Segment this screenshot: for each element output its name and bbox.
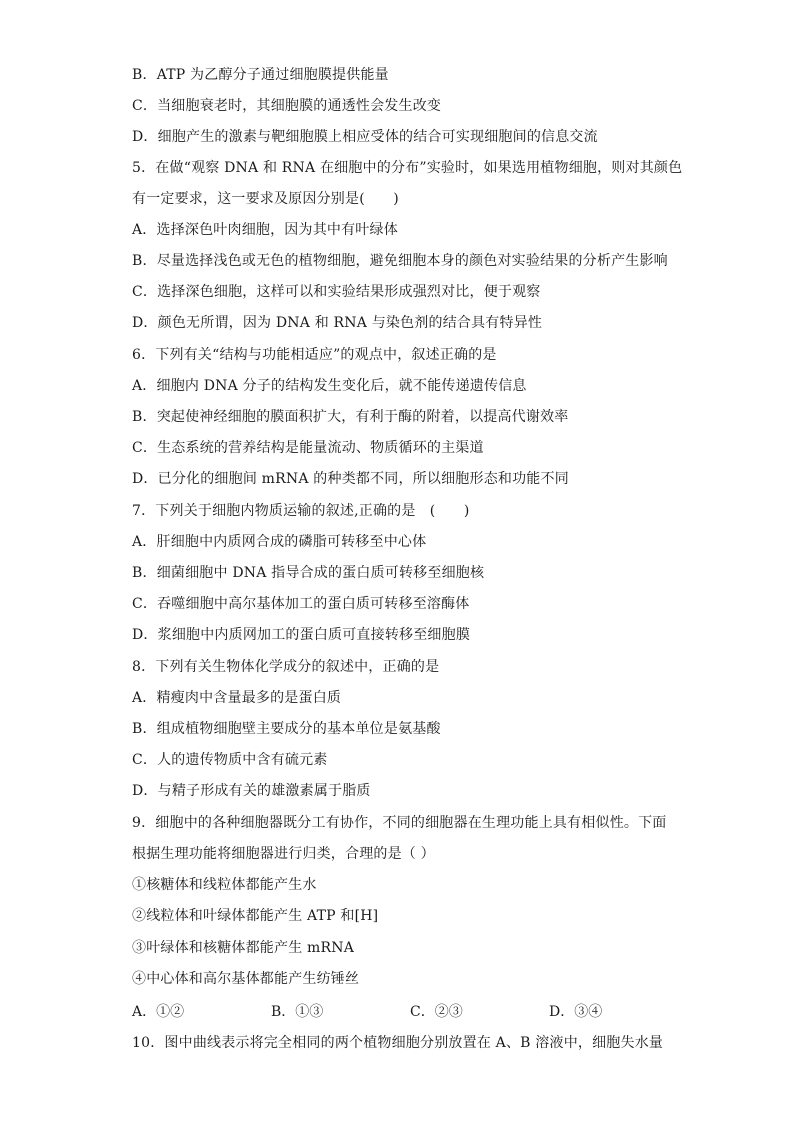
q10-stem-line1: 10．图中曲线表示将完全相同的两个植物细胞分别放置在 A、B 溶液中，细胞失水量 xyxy=(132,1035,664,1051)
q9-statement-1: ①核糖体和线粒体都能产生水 xyxy=(132,877,317,893)
q9-statement-2: ②线粒体和叶绿体都能产生 ATP 和[H] xyxy=(132,908,379,924)
q8-option-c: C．人的遗传物质中含有硫元素 xyxy=(132,752,328,768)
q9-options-row xyxy=(132,1003,652,1021)
q7-option-b: B．细菌细胞中 DNA 指导合成的蛋白质可转移至细胞核 xyxy=(132,565,485,581)
q4-option-c: C．当细胞衰老时，其细胞膜的通透性会发生改变 xyxy=(132,98,442,114)
q6-stem: 6．下列有关“结构与功能相适应”的观点中，叙述正确的是 xyxy=(132,347,497,363)
q8-stem: 8．下列有关生物体化学成分的叙述中，正确的是 xyxy=(132,659,440,675)
q5-option-a: A．选择深色叶肉细胞，因为其中有叶绿体 xyxy=(132,222,398,238)
q7-option-a: A．肝细胞中内质网合成的磷脂可转移至中心体 xyxy=(132,534,427,550)
q8-option-a: A．精瘦肉中含量最多的是蛋白质 xyxy=(132,690,342,706)
q8-option-d: D．与精子形成有关的雄激素属于脂质 xyxy=(132,783,371,799)
q7-option-d: D．浆细胞中内质网加工的蛋白质可直接转移至细胞膜 xyxy=(132,627,471,643)
q7-option-c: C．吞噬细胞中高尔基体加工的蛋白质可转移至溶酶体 xyxy=(132,596,470,612)
q9-option-c: C．②③ xyxy=(410,1004,463,1020)
q5-option-d: D．颜色无所谓，因为 DNA 和 RNA 与染色剂的结合具有特异性 xyxy=(132,315,543,331)
q7-stem: 7．下列关于细胞内物质运输的叙述,正确的是 ( ) xyxy=(132,503,470,519)
q4-option-b: B．ATP 为乙醇分子通过细胞膜提供能量 xyxy=(132,67,389,83)
q6-option-b: B．突起使神经细胞的膜面积扩大，有利于酶的附着，以提高代谢效率 xyxy=(132,409,569,425)
q9-statement-4: ④中心体和高尔基体都能产生纺锤丝 xyxy=(132,971,360,987)
q4-option-d: D．细胞产生的激素与靶细胞膜上相应受体的结合可实现细胞间的信息交流 xyxy=(132,129,598,145)
q5-stem-line2: 有一定要求，这一要求及原因分别是( ) xyxy=(132,191,399,207)
q9-option-b: B．①③ xyxy=(271,1004,324,1020)
q5-option-b: B．尽量选择浅色或无色的植物细胞，避免细胞本身的颜色对实验结果的分析产生影响 xyxy=(132,253,668,269)
q6-option-d: D．已分化的细胞间 mRNA 的种类都不同，所以细胞形态和功能不同 xyxy=(132,471,569,487)
q5-stem-line1: 5．在做“观察 DNA 和 RNA 在细胞中的分布”实验时，如果选用植物细胞，则对其颜色 xyxy=(132,160,683,176)
q6-option-a: A．细胞内 DNA 分子的结构发生变化后，就不能传递遗传信息 xyxy=(132,378,527,394)
q6-option-c: C．生态系统的营养结构是能量流动、物质循环的主渠道 xyxy=(132,440,484,456)
q5-option-c: C．选择深色细胞，这样可以和实验结果形成强烈对比，便于观察 xyxy=(132,284,541,300)
q9-option-d: D．③④ xyxy=(549,1004,603,1020)
q8-option-b: B．组成植物细胞壁主要成分的基本单位是氨基酸 xyxy=(132,721,441,737)
q9-stem-line2: 根据生理功能将细胞器进行归类，合理的是（ ） xyxy=(132,846,435,862)
q9-option-a: A．①② xyxy=(132,1004,185,1020)
q9-stem-line1: 9．细胞中的各种细胞器既分工有协作，不同的细胞器在生理功能上具有相似性。下面 xyxy=(132,815,667,831)
q9-statement-3: ③叶绿体和核糖体都能产生 mRNA xyxy=(132,940,355,956)
